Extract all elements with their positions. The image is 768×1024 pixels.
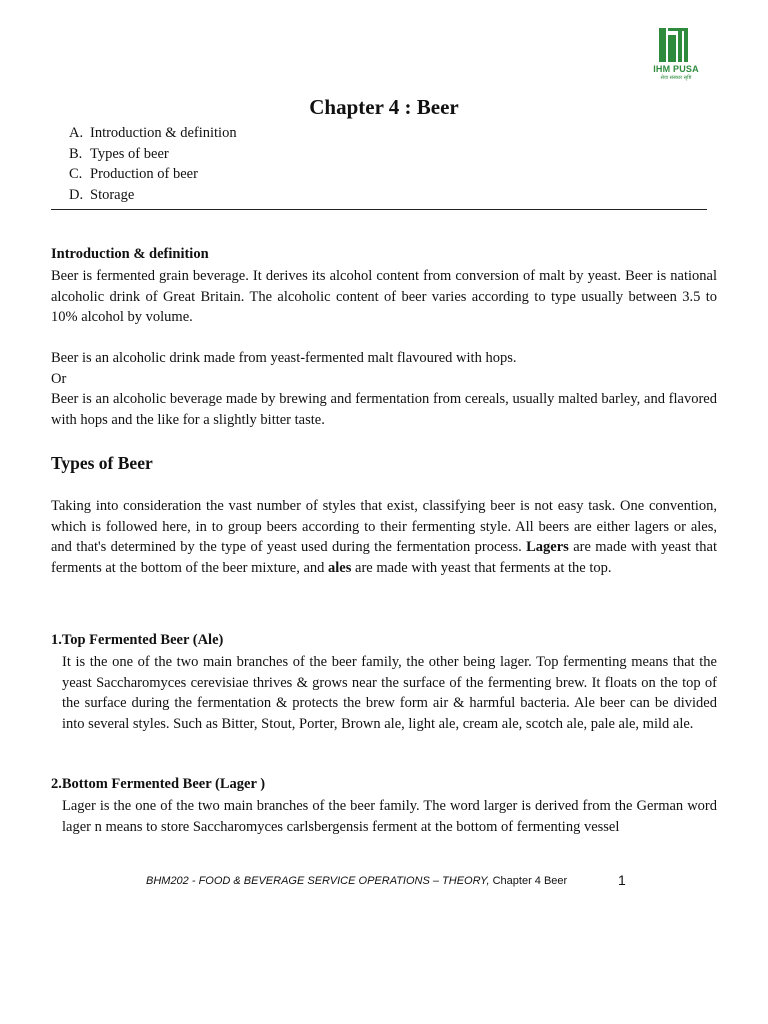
toc-item [69,185,237,206]
bottom-fermented-heading: 2.Bottom Fermented Beer (Lager ) [51,776,266,792]
logo-name: IHM PUSA [653,64,699,74]
intro-heading: Introduction & definition [51,246,209,262]
intro-paragraph-2: Beer is an alcoholic drink made from yeast-fermented malt flavoured with hops. [51,350,517,366]
page-footer [146,875,567,887]
toc-mark: A. [69,125,84,141]
types-heading: Types of Beer [51,453,153,473]
types-text-end: are made with yeast that ferments at the top. [355,560,612,577]
toc-item [69,123,237,144]
top-fermented-heading: 1.Top Fermented Beer (Ale) [51,632,224,648]
lagers-term: Lagers [526,539,569,556]
toc-label: Types of beer [90,145,169,162]
toc-label: Production of beer [90,166,198,183]
toc-item [69,164,237,185]
intro-paragraph-3: Beer is an alcoholic beverage made by brewing and fermentation from cereals, usually malted barley, and flavored with hops and the like for a slightly bitter taste. [51,391,717,428]
page-title: Chapter 4 : Beer [309,95,459,119]
ihm-pusa-logo [651,27,701,89]
types-paragraph [51,496,717,579]
toc-item [69,144,237,165]
toc-label: Introduction & definition [90,125,237,141]
types-text-mid: are made with yeast that ferments at the bottom of the beer mixture, and [51,539,718,577]
toc-mark: B. [69,145,83,162]
page-number: 1 [618,872,626,888]
footer-course: BHM202 - FOOD & BEVERAGE SERVICE OPERATIONS – THEORY, [146,875,490,887]
logo-emblem-icon [651,27,701,65]
types-text-start: Taking into consideration the vast number of styles that exist, classifying beer is not easy task. One convention, which is followed here, in to group beers according to their fermenting style. All beers are either lagers or ales, and that's determined by the type of yeast used during the fermentation process. [51,498,717,556]
table-of-contents [69,123,237,206]
section-divider [51,209,707,210]
toc-mark: D. [69,187,84,204]
toc-label: Storage [90,187,135,204]
ales-term: ales [328,560,352,577]
intro-paragraph-1: Beer is fermented grain beverage. It derives its alcohol content from conversion of malt by yeast. Beer is national alcoholic drink of Great Britain. The alcoholic content of beer varies according to type usually between 3.5 to 10% alcohol by volume. [51,268,717,326]
footer-chapter: Chapter 4 Beer [492,875,568,887]
toc-mark: C. [69,166,83,183]
bottom-fermented-text: Lager is the one of the two main branches of the beer family. The word larger is derived from the German word lager n means to store Saccharomyces carlsbergensis ferment at the bottom of fermenting vessel [62,798,717,835]
top-fermented-text: It is the one of the two main branches of the beer family, the other being lager. Top fermenting means that the yeast Saccharomyces cerevisiae thrives & grows near the surface of the fermenting brew. It floats on the top of the surface during the fermentation & protects the brew form air & harmful bacteria. Ale beer can be divided into several styles. Such as Bitter, Stout, Porter, Brown ale, light ale, cream ale, scotch ale, pale ale, mild ale. [62,654,717,733]
logo-tagline: सेवा संस्कार सृष्टि [660,75,692,81]
intro-or: Or [51,371,67,387]
